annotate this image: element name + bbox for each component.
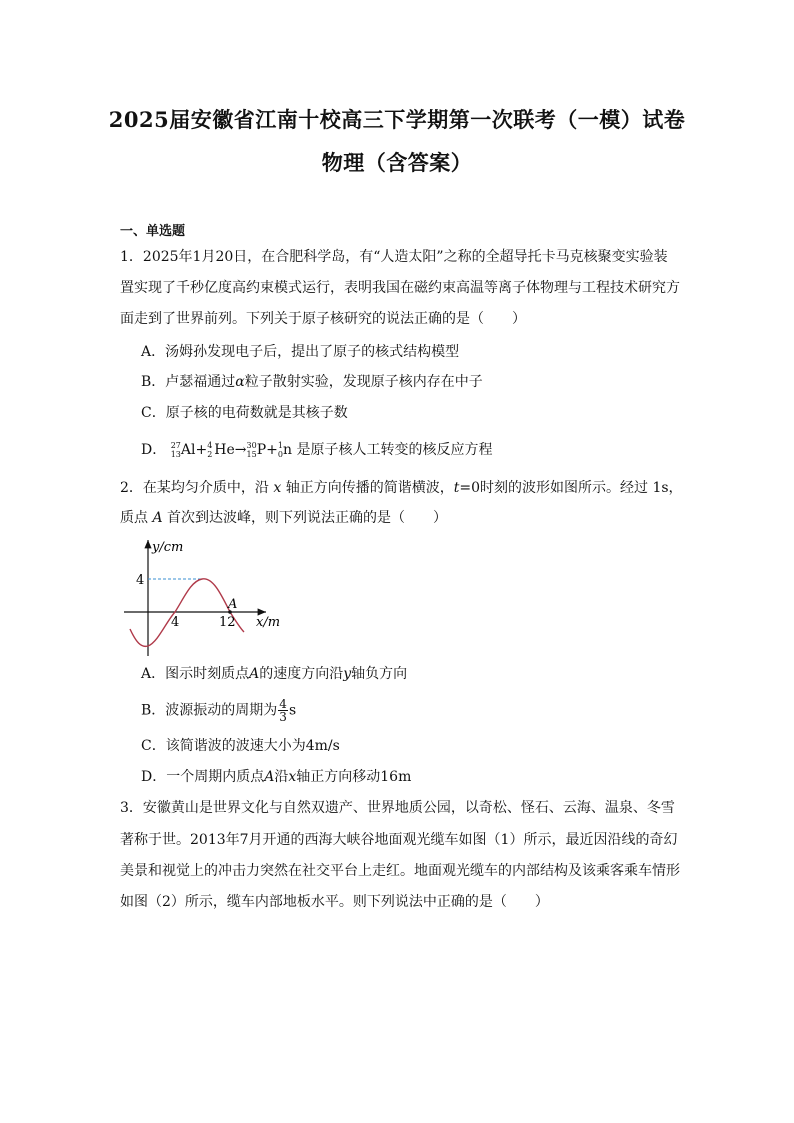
q2-line1-mid: 轴正方向传播的简谐横波， [285, 480, 454, 496]
p-nuclide-indices [247, 441, 257, 459]
y-tick-4: 4 [136, 573, 145, 588]
q2-option-a [141, 664, 407, 684]
q1-option-b [141, 372, 483, 392]
q3-stem-line2: 著称于世。2013年7月开通的西海大峡谷地面观光缆车如图（1）所示，最近因沿线的奇幻 [120, 832, 678, 848]
q2-line2-pre: 质点 [120, 510, 148, 526]
p-charge-number: 15 [246, 450, 257, 459]
al-mass-number: 27 [170, 441, 181, 450]
q2-option-a-mid: 的速度方向沿 [259, 666, 344, 682]
q1-option-d-text: 是原子核人工转变的核反应方程 [296, 442, 493, 458]
n-mass-number: 1 [277, 441, 283, 450]
t-variable: t [453, 480, 460, 496]
x-tick-4: 4 [171, 615, 180, 630]
q2-line1-post: 时刻的波形如图所示。经过 1s， [480, 480, 683, 496]
he-symbol: He [214, 442, 235, 458]
x-variable: x [273, 480, 282, 496]
al-symbol: Al [180, 442, 196, 458]
point-a-var: A [264, 769, 275, 785]
p-mass-number: 30 [246, 441, 257, 450]
x-variable: x [288, 769, 297, 785]
p-symbol: P [256, 442, 267, 458]
q1-option-b-post: 粒子散射实验，发现原子核内存在中子 [244, 374, 483, 390]
q2-option-d-mid: 沿 [274, 769, 289, 785]
q2-option-b-pre: B．波源振动的周期为 [141, 702, 278, 719]
he-mass-number: 4 [207, 441, 213, 450]
q1-option-c: C．原子核的电荷数就是其核子数 [141, 405, 348, 421]
q3-stem-line3: 美景和视觉上的冲击力突然在社交平台上走红。地面观光缆车的内部结构及该乘客乘车情形 [120, 863, 680, 879]
point-a-var: A [249, 666, 260, 682]
wave-curve [130, 579, 244, 647]
q2-option-b-unit: s [288, 702, 297, 719]
q2-line1-eq: =0 [459, 480, 481, 496]
q2-option-d [141, 767, 411, 787]
q1-option-a: A．汤姆孙发现电子后，提出了原子的核式结构模型 [141, 344, 460, 360]
q2-option-a-post: 轴负方向 [351, 666, 408, 682]
q3-stem-line1: 3．安徽黄山是世界文化与自然双遗产、世界地质公园，以奇松、怪石、云海、温泉、冬雪 [120, 800, 675, 816]
q2-stem-line1 [120, 478, 683, 498]
al-nuclide-indices [171, 441, 181, 459]
y-axis-label: y/cm [152, 540, 184, 555]
fraction-numerator: 4 [279, 697, 287, 711]
exam-title: 2025届安徽省江南十校高三下学期第一次联考（一模）试卷 [108, 107, 686, 132]
q1-option-d-label: D． [141, 442, 167, 458]
point-a-label: A [228, 597, 238, 612]
reaction-arrow: → [234, 442, 247, 458]
x-axis-label: x/m [256, 615, 281, 630]
section-heading: 一、单选题 [120, 224, 186, 239]
q2-option-c: C．该简谐波的波速大小为4m/s [141, 738, 340, 754]
plus-sign: + [195, 442, 208, 458]
q2-stem-line2 [120, 508, 447, 528]
he-nuclide-indices [207, 441, 212, 459]
fraction-denominator: 3 [279, 710, 287, 724]
exam-subtitle: 物理（含答案） [321, 150, 473, 175]
plus-sign: + [266, 442, 278, 458]
q2-line2-post: 首次到达波峰，则下列说法正确的是（ ） [167, 510, 448, 526]
he-charge-number: 2 [207, 450, 213, 459]
fraction-4-3 [278, 698, 288, 723]
y-variable: y [343, 666, 352, 682]
q2-option-d-pre: D．一个周期内质点 [141, 769, 265, 785]
wave-figure [118, 536, 288, 661]
q2-option-b [141, 698, 296, 723]
q2-line1-pre: 2．在某均匀介质中，沿 [120, 480, 269, 496]
point-a-var: A [152, 510, 163, 526]
q1-stem-line2: 置实现了千秒亿度高约束模式运行，表明我国在磁约束高温等离子体物理与工程技术研究方 [120, 280, 680, 296]
al-charge-number: 13 [170, 450, 181, 459]
x-tick-12: 12 [219, 615, 236, 630]
n-symbol: n [282, 442, 292, 458]
q1-option-d [141, 440, 492, 460]
q1-stem-line3: 面走到了世界前列。下列关于原子核研究的说法正确的是（ ） [120, 311, 526, 327]
alpha-symbol: α [235, 374, 245, 390]
q1-stem-line1: 1．2025年1月20日，在合肥科学岛，有“人造太阳”之称的全超导托卡马克核聚变实验装 [120, 249, 668, 265]
n-charge-number: 0 [277, 450, 283, 459]
q3-stem-line4: 如图（2）所示，缆车内部地板水平。则下列说法中正确的是（ ） [120, 894, 549, 910]
nuclear-equation [171, 442, 297, 458]
q2-option-d-post: 轴正方向移动16m [296, 769, 412, 785]
q2-option-a-pre: A．图示时刻质点 [141, 666, 250, 682]
q1-option-b-pre: B．卢瑟福通过 [141, 374, 236, 390]
